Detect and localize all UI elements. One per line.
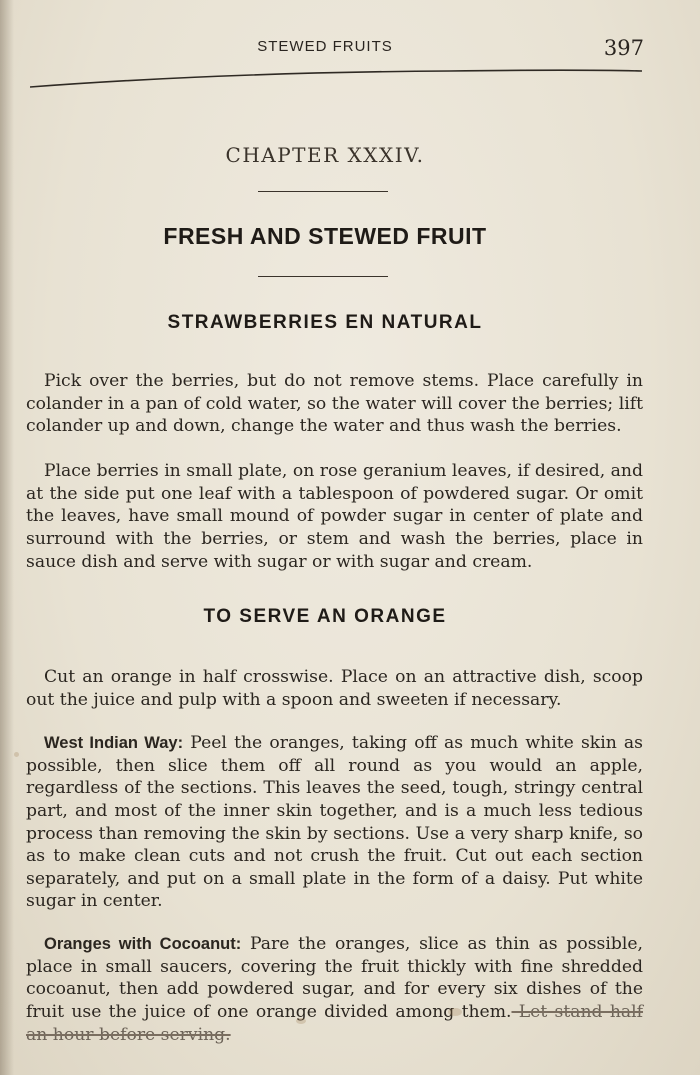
west-indian-paragraph — [26, 732, 643, 913]
west-indian-text: Peel the oranges, taking off as much white skin as possible, then slice them off all round as you would an apple, regardless of the sections. This leaves the seed, tough, stringy central part, and most of the inner skin together, and is a much less tedious process than removing the skin by sections. Use a very sharp knife, so as to make clean cuts and not crush the fruit. Cut out each section separately, and put on a small plate in the form of a daisy. Put white sugar in center. — [26, 733, 643, 912]
orange-intro-paragraph: Cut an orange in half crosswise. Place on an attractive dish, scoop out the juice and pulp with a spoon and sweeten if necessary. — [26, 667, 643, 710]
paper-stain — [14, 752, 19, 757]
strawberries-paragraph-2: Place berries in small plate, on rose geranium leaves, if desired, and at the side put one leaf with a tablespoon of powdered sugar. Or omit the leaves, have small mound of powder sugar in center of plate and surround with the berries, or stem and wash the berries, place in sauce dish and serve with sugar or with sugar and cream. — [26, 461, 643, 572]
section-title-orange: TO SERVE AN ORANGE — [203, 606, 447, 627]
header-rule — [30, 66, 642, 90]
chapter-rule-top — [258, 191, 388, 192]
cocoanut-lead: Oranges with Cocoanut: — [44, 935, 242, 954]
running-head: STEWED FRUITS — [257, 38, 393, 55]
chapter-title: FRESH AND STEWED FRUIT — [163, 223, 487, 249]
cocoanut-text: Pare the oranges, slice as thin as possible, place in small saucers, covering the fruit thickly with fine shredded cocoanut, then add powdered sugar, and for every six dishes of the fruit use the juice of one orange divided among them. — [26, 934, 643, 1022]
paper-stain — [448, 1008, 462, 1016]
paper-stain — [296, 1018, 306, 1024]
chapter-label: CHAPTER XXXIV. — [225, 143, 425, 167]
chapter-rule-bottom — [258, 276, 388, 277]
cocoanut-paragraph — [26, 933, 643, 1046]
cocoanut-faded-text: Let stand half an hour before serving. — [26, 1001, 644, 1045]
west-indian-lead: West Indian Way: — [44, 734, 184, 753]
page-number: 397 — [603, 36, 644, 60]
strawberries-paragraph-1: Pick over the berries, but do not remove stems. Place carefully in colander in a pan of cold water, so the water will cover the berries; lift colander up and down, change the water and thus wash the berries. — [26, 371, 643, 437]
section-title-strawberries: STRAWBERRIES EN NATURAL — [167, 312, 483, 333]
